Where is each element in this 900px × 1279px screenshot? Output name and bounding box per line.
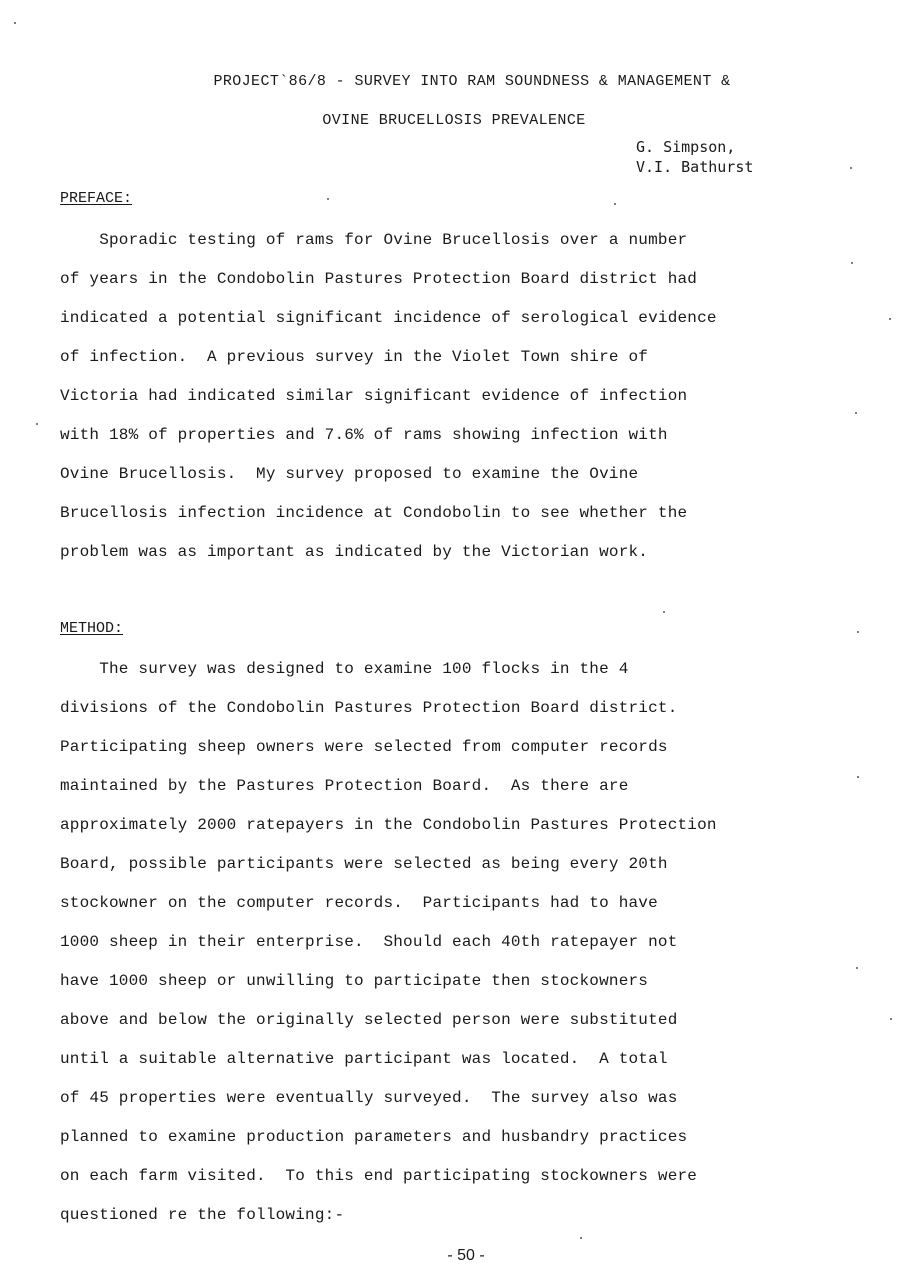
preface-line: with 18% of properties and 7.6% of rams showing infection with [60, 426, 668, 444]
title-line-2: OVINE BRUCELLOSIS PREVALENCE [322, 112, 586, 129]
scan-speck [850, 167, 852, 169]
scan-speck [890, 1018, 892, 1020]
method-paragraph [60, 650, 860, 1235]
method-line: maintained by the Pastures Protection Board. As there are [60, 777, 629, 795]
scan-speck [851, 262, 853, 264]
title-line-1: PROJECT`86/8 - SURVEY INTO RAM SOUNDNESS & MANAGEMENT & [213, 73, 731, 90]
method-heading: METHOD: [60, 620, 124, 637]
preface-line: Ovine Brucellosis. My survey proposed to examine the Ovine [60, 465, 639, 483]
scan-speck [663, 611, 665, 613]
method-line: on each farm visited. To this end participating stockowners were [60, 1167, 698, 1185]
scan-speck [14, 22, 16, 24]
scan-speck [580, 1237, 582, 1239]
method-line: The survey was designed to examine 100 flocks in the 4 [60, 660, 629, 678]
author-organisation: V.I. Bathurst [636, 158, 754, 176]
preface-line: Brucellosis infection incidence at Condobolin to see whether the [60, 504, 688, 522]
scan-speck [327, 198, 329, 200]
method-line: have 1000 sheep or unwilling to participate then stockowners [60, 972, 649, 990]
method-line: Participating sheep owners were selected from computer records [60, 738, 668, 756]
method-line: 1000 sheep in their enterprise. Should each 40th ratepayer not [60, 933, 678, 951]
preface-paragraph [60, 221, 860, 572]
scan-speck [855, 412, 857, 414]
method-line: of 45 properties were eventually surveyed. The survey also was [60, 1089, 678, 1107]
preface-line: Sporadic testing of rams for Ovine Brucellosis over a number [60, 231, 688, 249]
method-line: questioned re the following:- [60, 1206, 345, 1224]
scan-speck [857, 776, 859, 778]
preface-heading: PREFACE: [60, 190, 133, 207]
preface-line: of years in the Condobolin Pastures Protection Board district had [60, 270, 698, 288]
author-name: G. Simpson, [636, 138, 736, 156]
scan-speck [889, 318, 891, 320]
method-line: planned to examine production parameters and husbandry practices [60, 1128, 688, 1146]
preface-line: indicated a potential significant incidence of serological evidence [60, 309, 717, 327]
preface-line: of infection. A previous survey in the Violet Town shire of [60, 348, 649, 366]
method-line: Board, possible participants were selected as being every 20th [60, 855, 668, 873]
scan-speck [856, 967, 858, 969]
preface-line: Victoria had indicated similar significant evidence of infection [60, 387, 688, 405]
scan-speck [614, 203, 616, 205]
page-number: - 50 - [447, 1247, 485, 1264]
method-line: divisions of the Condobolin Pastures Protection Board district. [60, 699, 678, 717]
scan-speck [857, 631, 859, 633]
scan-speck [36, 423, 38, 425]
preface-line: problem was as important as indicated by the Victorian work. [60, 543, 649, 561]
method-line: stockowner on the computer records. Participants had to have [60, 894, 658, 912]
method-line: approximately 2000 ratepayers in the Condobolin Pastures Protection [60, 816, 717, 834]
method-line: above and below the originally selected person were substituted [60, 1011, 678, 1029]
method-line: until a suitable alternative participant was located. A total [60, 1050, 668, 1068]
